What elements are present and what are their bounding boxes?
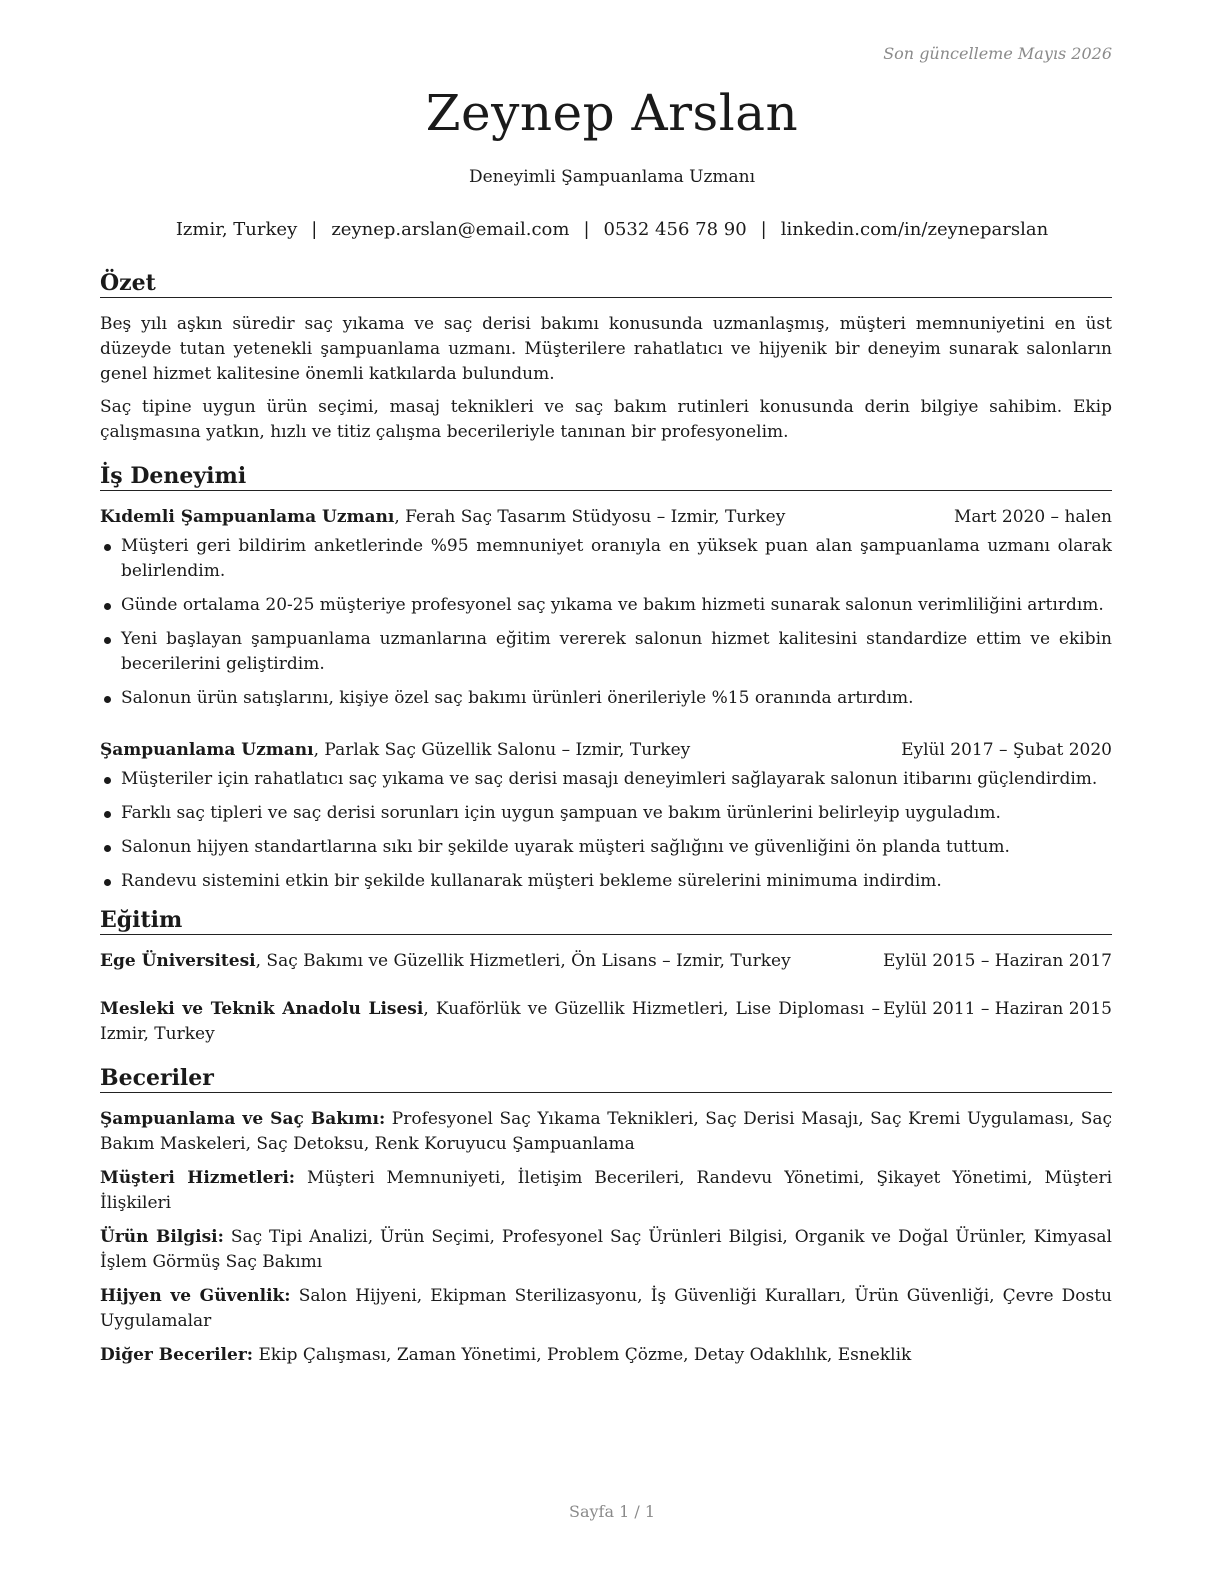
job-dates: Eylül 2017 – Şubat 2020 xyxy=(901,740,1112,760)
job-bullet: Salonun ürün satışlarını, kişiye özel saç bakımı ürünleri önerileriyle %15 oranında artırdım. xyxy=(100,686,1112,711)
skill-group xyxy=(100,1225,1112,1275)
summary-heading: Özet xyxy=(100,270,1112,298)
experience-section xyxy=(100,463,1112,903)
job-bullets xyxy=(100,767,1112,894)
education-school: Ege Üniversitesi xyxy=(100,951,256,971)
job-dates: Mart 2020 – halen xyxy=(953,507,1112,527)
job-header xyxy=(100,738,1112,763)
contact-linkedin[interactable]: linkedin.com/in/zeyneparslan xyxy=(780,219,1049,240)
education-entry xyxy=(100,949,1112,974)
education-entry xyxy=(100,997,1112,1047)
skill-group xyxy=(100,1343,1112,1368)
education-dates: Eylül 2015 – Haziran 2017 xyxy=(882,951,1112,971)
education-school-line xyxy=(100,997,880,1047)
education-dates: Eylül 2011 – Haziran 2015 xyxy=(882,999,1112,1019)
skill-group xyxy=(100,1107,1112,1157)
skills-section xyxy=(100,1065,1112,1377)
candidate-name: Zeynep Arslan xyxy=(425,84,799,142)
job-bullet: Randevu sistemini etkin bir şekilde kullanarak müşteri bekleme sürelerini minimuma indirdim. xyxy=(100,869,1112,894)
contact-separator: | xyxy=(583,219,590,240)
skill-group-items: Saç Tipi Analizi, Ürün Seçimi, Profesyonel Saç Ürünleri Bilgisi, Organik ve Doğal Ürünler, Kimyasal İşlem Görmüş Saç Bakımı xyxy=(100,1227,1112,1272)
job-bullet: Salonun hijyen standartlarına sıkı bir şekilde uyarak müşteri sağlığını ve güvenliğini ön planda tuttum. xyxy=(100,835,1112,860)
skill-group-items: Ekip Çalışması, Zaman Yönetimi, Problem Çözme, Detay Odaklılık, Esneklik xyxy=(253,1345,912,1365)
job-header xyxy=(100,505,1112,530)
experience-heading: İş Deneyimi xyxy=(100,463,1112,491)
skill-group-items: Müşteri Memnuniyeti, İletişim Becerileri, Randevu Yönetimi, Şikayet Yönetimi, Müşteri İlişkileri xyxy=(100,1168,1113,1213)
education-school: Mesleki ve Teknik Anadolu Lisesi xyxy=(100,999,424,1019)
skill-group xyxy=(100,1166,1112,1216)
skill-group-label: Hijyen ve Güvenlik: xyxy=(100,1286,291,1306)
skill-group-items: Salon Hijyeni, Ekipman Sterilizasyonu, İş Güvenliği Kuralları, Ürün Güvenliği, Çevre Dostu Uygulamalar xyxy=(100,1286,1112,1331)
job-bullet: Müşteri geri bildirim anketlerinde %95 memnuniyet oranıyla en yüksek puan alan şampuanlama uzmanı olarak belirlendim. xyxy=(100,534,1112,584)
summary-section xyxy=(100,270,1112,453)
job-role-line xyxy=(100,505,785,530)
education-school-line xyxy=(100,949,791,974)
skill-group-label: Şampuanlama ve Saç Bakımı: xyxy=(100,1109,386,1129)
last-updated-note: Son güncelleme Mayıs 2026 xyxy=(883,44,1112,63)
job-employer: , Parlak Saç Güzellik Salonu – Izmir, Turkey xyxy=(313,740,691,760)
job-role: Kıdemli Şampuanlama Uzmanı xyxy=(100,507,395,527)
contact-line xyxy=(0,219,1224,240)
skill-group-label: Ürün Bilgisi: xyxy=(100,1227,224,1247)
job-role-line xyxy=(100,738,690,763)
job-bullet: Farklı saç tipleri ve saç derisi sorunları için uygun şampuan ve bakım ürünlerini belirleyip uyguladım. xyxy=(100,801,1112,826)
summary-paragraph: Beş yılı aşkın süredir saç yıkama ve saç derisi bakımı konusunda uzmanlaşmış, müşteri memnuniyetini en üst düzeyde tutan yetenekli şampuanlama uzmanı. Müşterilere rahatlatıcı ve hijyenik bir deneyim sunarak salonların genel hizmet kalitesine önemli katkılarda bulundum. xyxy=(100,314,1112,384)
job-bullets xyxy=(100,534,1112,711)
education-detail: , Kuaförlük ve Güzellik Hizmetleri, Lise Diploması – Izmir, Turkey xyxy=(100,999,880,1044)
job-entry xyxy=(100,738,1112,894)
candidate-title: Deneyimli Şampuanlama Uzmanı xyxy=(468,167,756,187)
skill-group xyxy=(100,1284,1112,1334)
job-role: Şampuanlama Uzmanı xyxy=(100,740,314,760)
contact-separator: | xyxy=(311,219,318,240)
page-number: Sayfa 1 / 1 xyxy=(568,1502,655,1521)
education-heading: Eğitim xyxy=(100,907,1112,935)
skill-group-label: Müşteri Hizmetleri: xyxy=(100,1168,296,1188)
contact-separator: | xyxy=(760,219,767,240)
summary-paragraph: Saç tipine uygun ürün seçimi, masaj teknikleri ve saç bakım rutinleri konusunda derin bilgiye sahibim. Ekip çalışmasına yatkın, hızlı ve titiz çalışma becerileriyle tanınan bir profesyonelim. xyxy=(100,397,1112,442)
education-detail: , Saç Bakımı ve Güzellik Hizmetleri, Ön Lisans – Izmir, Turkey xyxy=(255,951,791,971)
education-section xyxy=(100,907,1112,1047)
skill-group-items: Profesyonel Saç Yıkama Teknikleri, Saç Derisi Masajı, Saç Kremi Uygulaması, Saç Bakım Maskeleri, Saç Detoksu, Renk Koruyucu Şampuanlama xyxy=(100,1109,1112,1154)
job-bullet: Müşteriler için rahatlatıcı saç yıkama ve saç derisi masajı deneyimleri sağlayarak salonun itibarını güçlendirdim. xyxy=(100,767,1112,792)
job-bullet: Günde ortalama 20-25 müşteriye profesyonel saç yıkama ve bakım hizmeti sunarak salonun verimliliğini artırdım. xyxy=(100,593,1112,618)
skills-heading: Beceriler xyxy=(100,1065,1112,1093)
job-employer: , Ferah Saç Tasarım Stüdyosu – Izmir, Turkey xyxy=(394,507,786,527)
contact-phone: 0532 456 78 90 xyxy=(603,219,747,240)
contact-email[interactable]: zeynep.arslan@email.com xyxy=(331,219,570,240)
skill-group-label: Diğer Beceriler: xyxy=(100,1345,254,1365)
contact-location: Izmir, Turkey xyxy=(175,219,298,240)
job-bullet: Yeni başlayan şampuanlama uzmanlarına eğitim vererek salonun hizmet kalitesini standardize ettim ve ekibin becerilerini geliştirdim. xyxy=(100,627,1112,677)
job-entry xyxy=(100,505,1112,711)
